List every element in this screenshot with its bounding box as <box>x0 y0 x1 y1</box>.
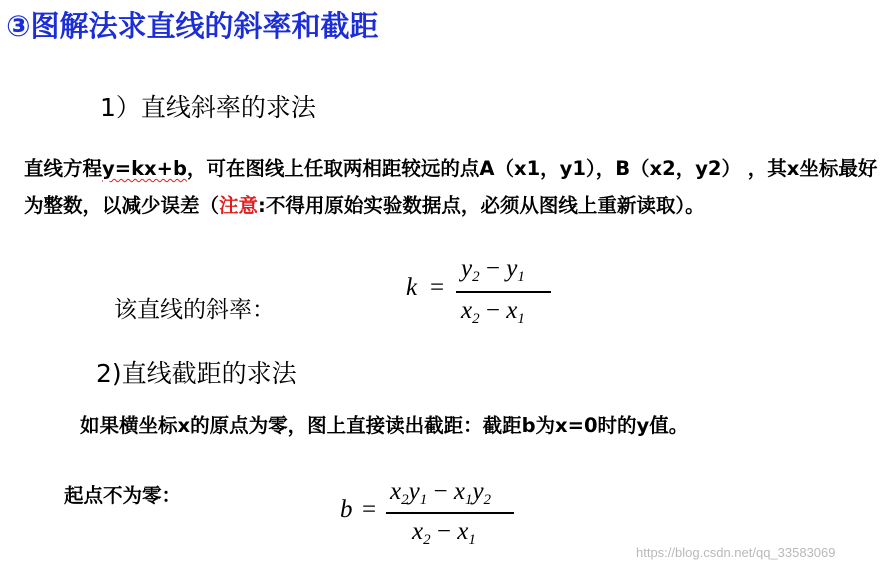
formula-term: x <box>453 478 465 505</box>
formula-subscript: 1 <box>468 532 476 549</box>
formula-minus: − <box>433 478 448 505</box>
note-label: 注意 <box>219 194 259 217</box>
fraction-bar <box>386 512 514 514</box>
intercept-formula <box>338 478 528 558</box>
formula-term: x <box>390 478 402 505</box>
formula-term: x <box>461 297 473 324</box>
formula-subscript: 2 <box>472 311 480 328</box>
formula-minus: − <box>485 297 500 324</box>
formula-term: y <box>506 255 518 282</box>
formula-term: x <box>457 518 469 545</box>
formula-subscript: 2 <box>483 492 492 509</box>
watermark: https://blog.csdn.net/qq_33583069 <box>636 545 836 560</box>
intercept-denominator <box>412 518 476 549</box>
formula-subscript: 2 <box>472 269 480 286</box>
formula-minus: − <box>436 518 451 545</box>
formula-term: y <box>472 478 484 505</box>
intercept-description: 如果横坐标x的原点为零，图上直接读出截距：截距b为x=0时的y值。 <box>80 414 689 437</box>
formula-minus: − <box>485 255 500 282</box>
para-text-2: ，可在图线上任取两相距较远的点A（x1，y1），B（x2，y2） ，其x坐标最好为整数，以减少误差（ <box>24 157 878 217</box>
slope-label: 该直线的斜率： <box>114 297 275 323</box>
formula-lhs: b <box>340 496 353 523</box>
formula-term: y <box>408 478 420 505</box>
slope-method-paragraph <box>24 150 884 224</box>
formula-term: y <box>461 255 473 282</box>
fraction-bar <box>456 291 551 293</box>
slope-denominator <box>461 297 525 328</box>
para-text-1: 直线方程 <box>24 157 103 180</box>
para-text-3: :不得用原始实验数据点，必须从图线上重新读取）。 <box>258 194 705 217</box>
formula-subscript: 1 <box>464 492 473 509</box>
formula-subscript: 2 <box>423 532 431 549</box>
formula-subscript: 1 <box>419 492 428 509</box>
slope-numerator <box>461 255 525 286</box>
formula-lhs: k <box>406 274 418 301</box>
formula-subscript: 1 <box>517 311 525 328</box>
section-heading-intercept: 2)直线截距的求法 <box>96 359 297 388</box>
formula-equals: = <box>430 274 445 301</box>
formula-subscript: 2 <box>401 492 409 509</box>
line-equation: y=kx+b <box>102 157 187 180</box>
formula-term: x <box>412 518 424 545</box>
section-heading-slope: 1）直线斜率的求法 <box>100 93 316 122</box>
slope-formula <box>404 255 554 335</box>
intercept-numerator <box>390 478 492 509</box>
formula-subscript: 1 <box>517 269 525 286</box>
nonzero-origin-label: 起点不为零： <box>64 484 182 507</box>
page-title: ③图解法求直线的斜率和截距 <box>6 9 379 43</box>
formula-term: x <box>506 297 518 324</box>
formula-equals: = <box>362 496 377 523</box>
